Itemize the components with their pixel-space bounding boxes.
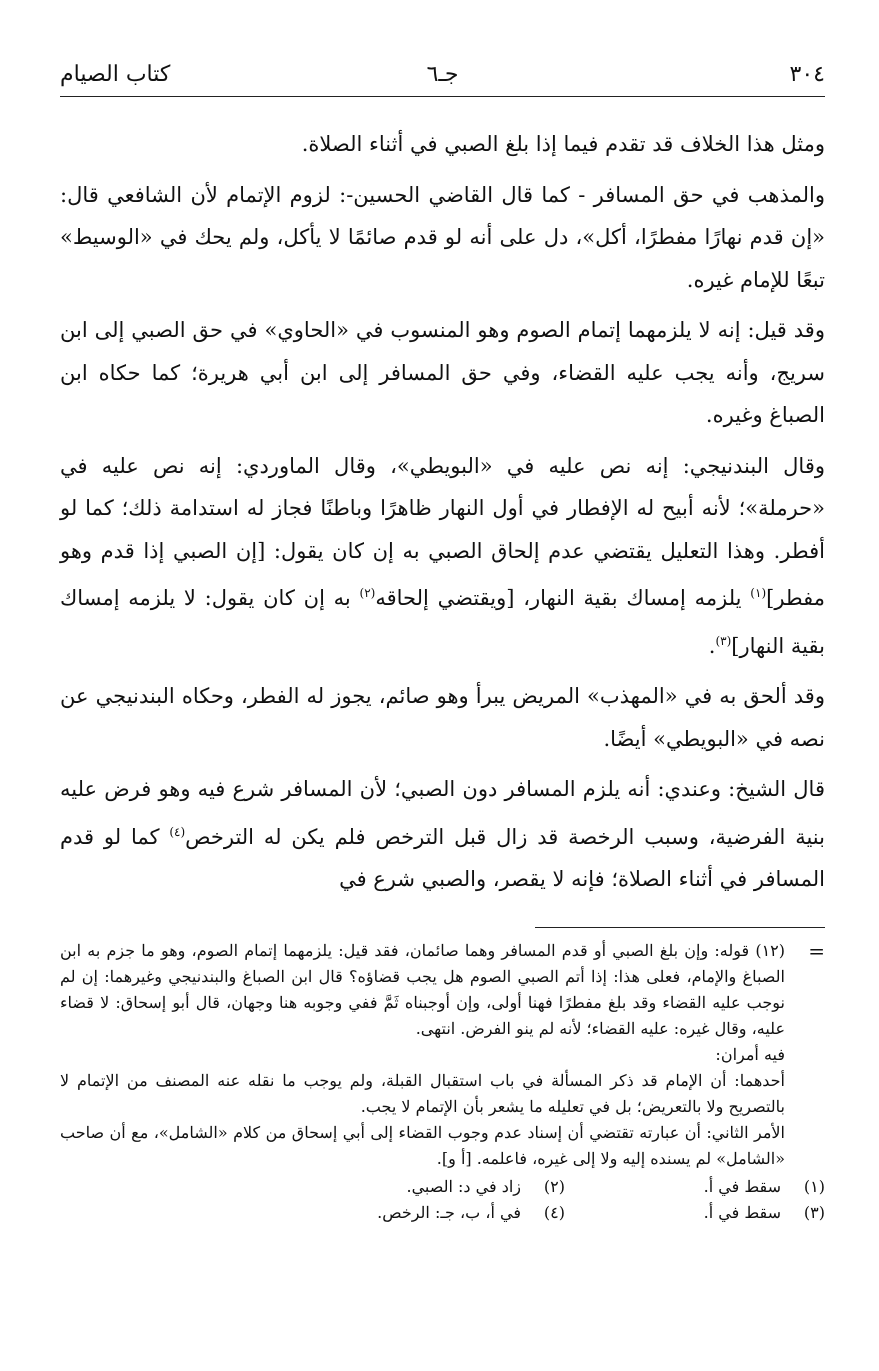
paragraph: وقد ألحق به في «المهذب» المريض يبرأ وهو صائم، يجوز له الفطر، وحكاه البندنيجي عن نصه في «البويطي» أيضًا.: [60, 684, 825, 751]
paragraph: وقد قيل: إنه لا يلزمهما إتمام الصوم وهو المنسوب في «الحاوي» في حق الصبي إلى ابن سريج، وأنه يجب عليه القضاء، وفي حق المسافر إلى ابن أبي هريرة؛ كما حكاه ابن الصباغ وغيره.: [60, 318, 825, 427]
footnote-ref: (١): [750, 586, 767, 600]
footnote-line: الأمر الثاني: أن عبارته تقتضي أن إسناد عدم وجوب القضاء إلى أبي إسحاق من كلام «الشامل»، مع أن صاحب «الشامل» لم يسنده إليه ولا إلى غيره، فاعلمه. [أ و].: [60, 1122, 785, 1168]
footnote-text: سقط في أ.: [703, 1202, 781, 1222]
paragraph-text: به إن كان يقول: لا يلزمه إمساك بقية النهار]: [60, 586, 825, 658]
paragraph: [60, 768, 825, 901]
volume-label: جـ٦: [426, 62, 459, 87]
footnote-line: أحدهما: أن الإمام قد ذكر المسألة في باب استقبال القبلة، ولم يوجب ما نقله عنه المصنف من الإتمام لا بالتصريح ولا بالتعريض؛ بل في تعليله ما يشعر بأن الإتمام لا يجب.: [60, 1070, 785, 1116]
footnote-ref: (٣): [715, 633, 732, 648]
footnote-item: [305, 1200, 565, 1226]
footnote-line: فيه أمران:: [715, 1044, 785, 1064]
main-text: [60, 123, 825, 901]
footnote-text: في أ، ب، جـ: الرخص.: [377, 1202, 521, 1222]
footnote-continuation-body: [60, 938, 785, 1172]
footnote-ref: (٤): [169, 824, 186, 839]
footnote-continuation: [60, 938, 825, 1172]
book-page: [60, 56, 825, 1226]
paragraph: [60, 445, 825, 668]
footnote-item: [565, 1174, 825, 1200]
footnote-number: (٣): [803, 1202, 825, 1222]
footnote-number: (٢): [543, 1176, 565, 1196]
footnote-row: [60, 1174, 825, 1200]
paragraph: والمذهب في حق المسافر - كما قال القاضي الحسين-: لزوم الإتمام لأن الشافعي قال: «إن قدم نهارًا مفطرًا، أكل»، دل على أنه لو قدم صائمًا لا يأكل، ولم يحك في «الوسيط» تبعًا للإمام غيره.: [60, 182, 825, 292]
footnote-number: (١): [803, 1176, 825, 1196]
paragraph-text: قال الشيخ: وعندي: أنه يلزم المسافر دون الصبي؛ لأن المسافر شرع فيه وهو فرض عليه بنية الفرضية، وسبب الرخصة قد زال قبل الترخص فلم يكن له الترخص: [60, 777, 825, 849]
paragraph-text: يلزمه إمساك بقية النهار، [ويقتضي إلحاقه: [375, 586, 751, 610]
footnote-item: [565, 1200, 825, 1226]
footnote-ref: (٢): [359, 586, 376, 600]
footnote-number: (٤): [543, 1202, 565, 1222]
footnote-list: [60, 1174, 825, 1226]
footnote-text: سقط في أ.: [703, 1176, 781, 1196]
footnote-divider: [535, 927, 825, 928]
running-header: [60, 56, 825, 97]
paragraph-text: كما لو قدم المسافر في أثناء الصلاة؛ فإنه لا يقصر، والصبي شرع في: [60, 824, 825, 891]
footnote-text: زاد في د: الصبي.: [406, 1176, 521, 1196]
continuation-mark: =: [808, 938, 825, 963]
paragraph-text: .: [708, 633, 716, 658]
footnote-row: [60, 1200, 825, 1226]
footnote-item: [305, 1174, 565, 1200]
paragraph-text: وقال البندنيجي: إنه نص عليه في «البويطي»، وقال الماوردي: إنه نص عليه في «حرملة»؛ لأنه أبيح له الإفطار في أول النهار ظاهرًا وباطنًا فجاز له استدامة ذلك؛ كما لو أفطر. وهذا التعليل يقتضي عدم إلحاق الصبي به إن كان يقول: [إن الصبي إذا قدم وهو مفطر]: [60, 453, 826, 610]
page-number: ٣٠٤: [789, 62, 825, 87]
footnote-line: (١٢) قوله: وإن بلغ الصبي أو قدم المسافر وهما صائمان، فقد قيل: يلزمهما إتمام الصوم، وهو ما جزم به ابن الصباغ والإمام، فعلى هذا: إذا أتم الصبي الصوم هل يجب قضاؤه؟ قال ابن الصباغ والبندنيجي وغيرهما: إن لم نوجب عليه القضاء وقد بلغ مفطرًا فهنا أولى، وإن أوجبناه ثَمَّ ففي وجوبه هنا وجهان، قال أبو إسحاق: لا قضاء عليه، وقال غيره: عليه القضاء؛ لأنه لم ينو الفرض. انتهى.: [60, 940, 785, 1038]
paragraph: ومثل هذا الخلاف قد تقدم فيما إذا بلغ الصبي في أثناء الصلاة.: [301, 132, 825, 156]
footnotes-section: [60, 938, 825, 1226]
book-title: كتاب الصيام: [60, 62, 171, 87]
